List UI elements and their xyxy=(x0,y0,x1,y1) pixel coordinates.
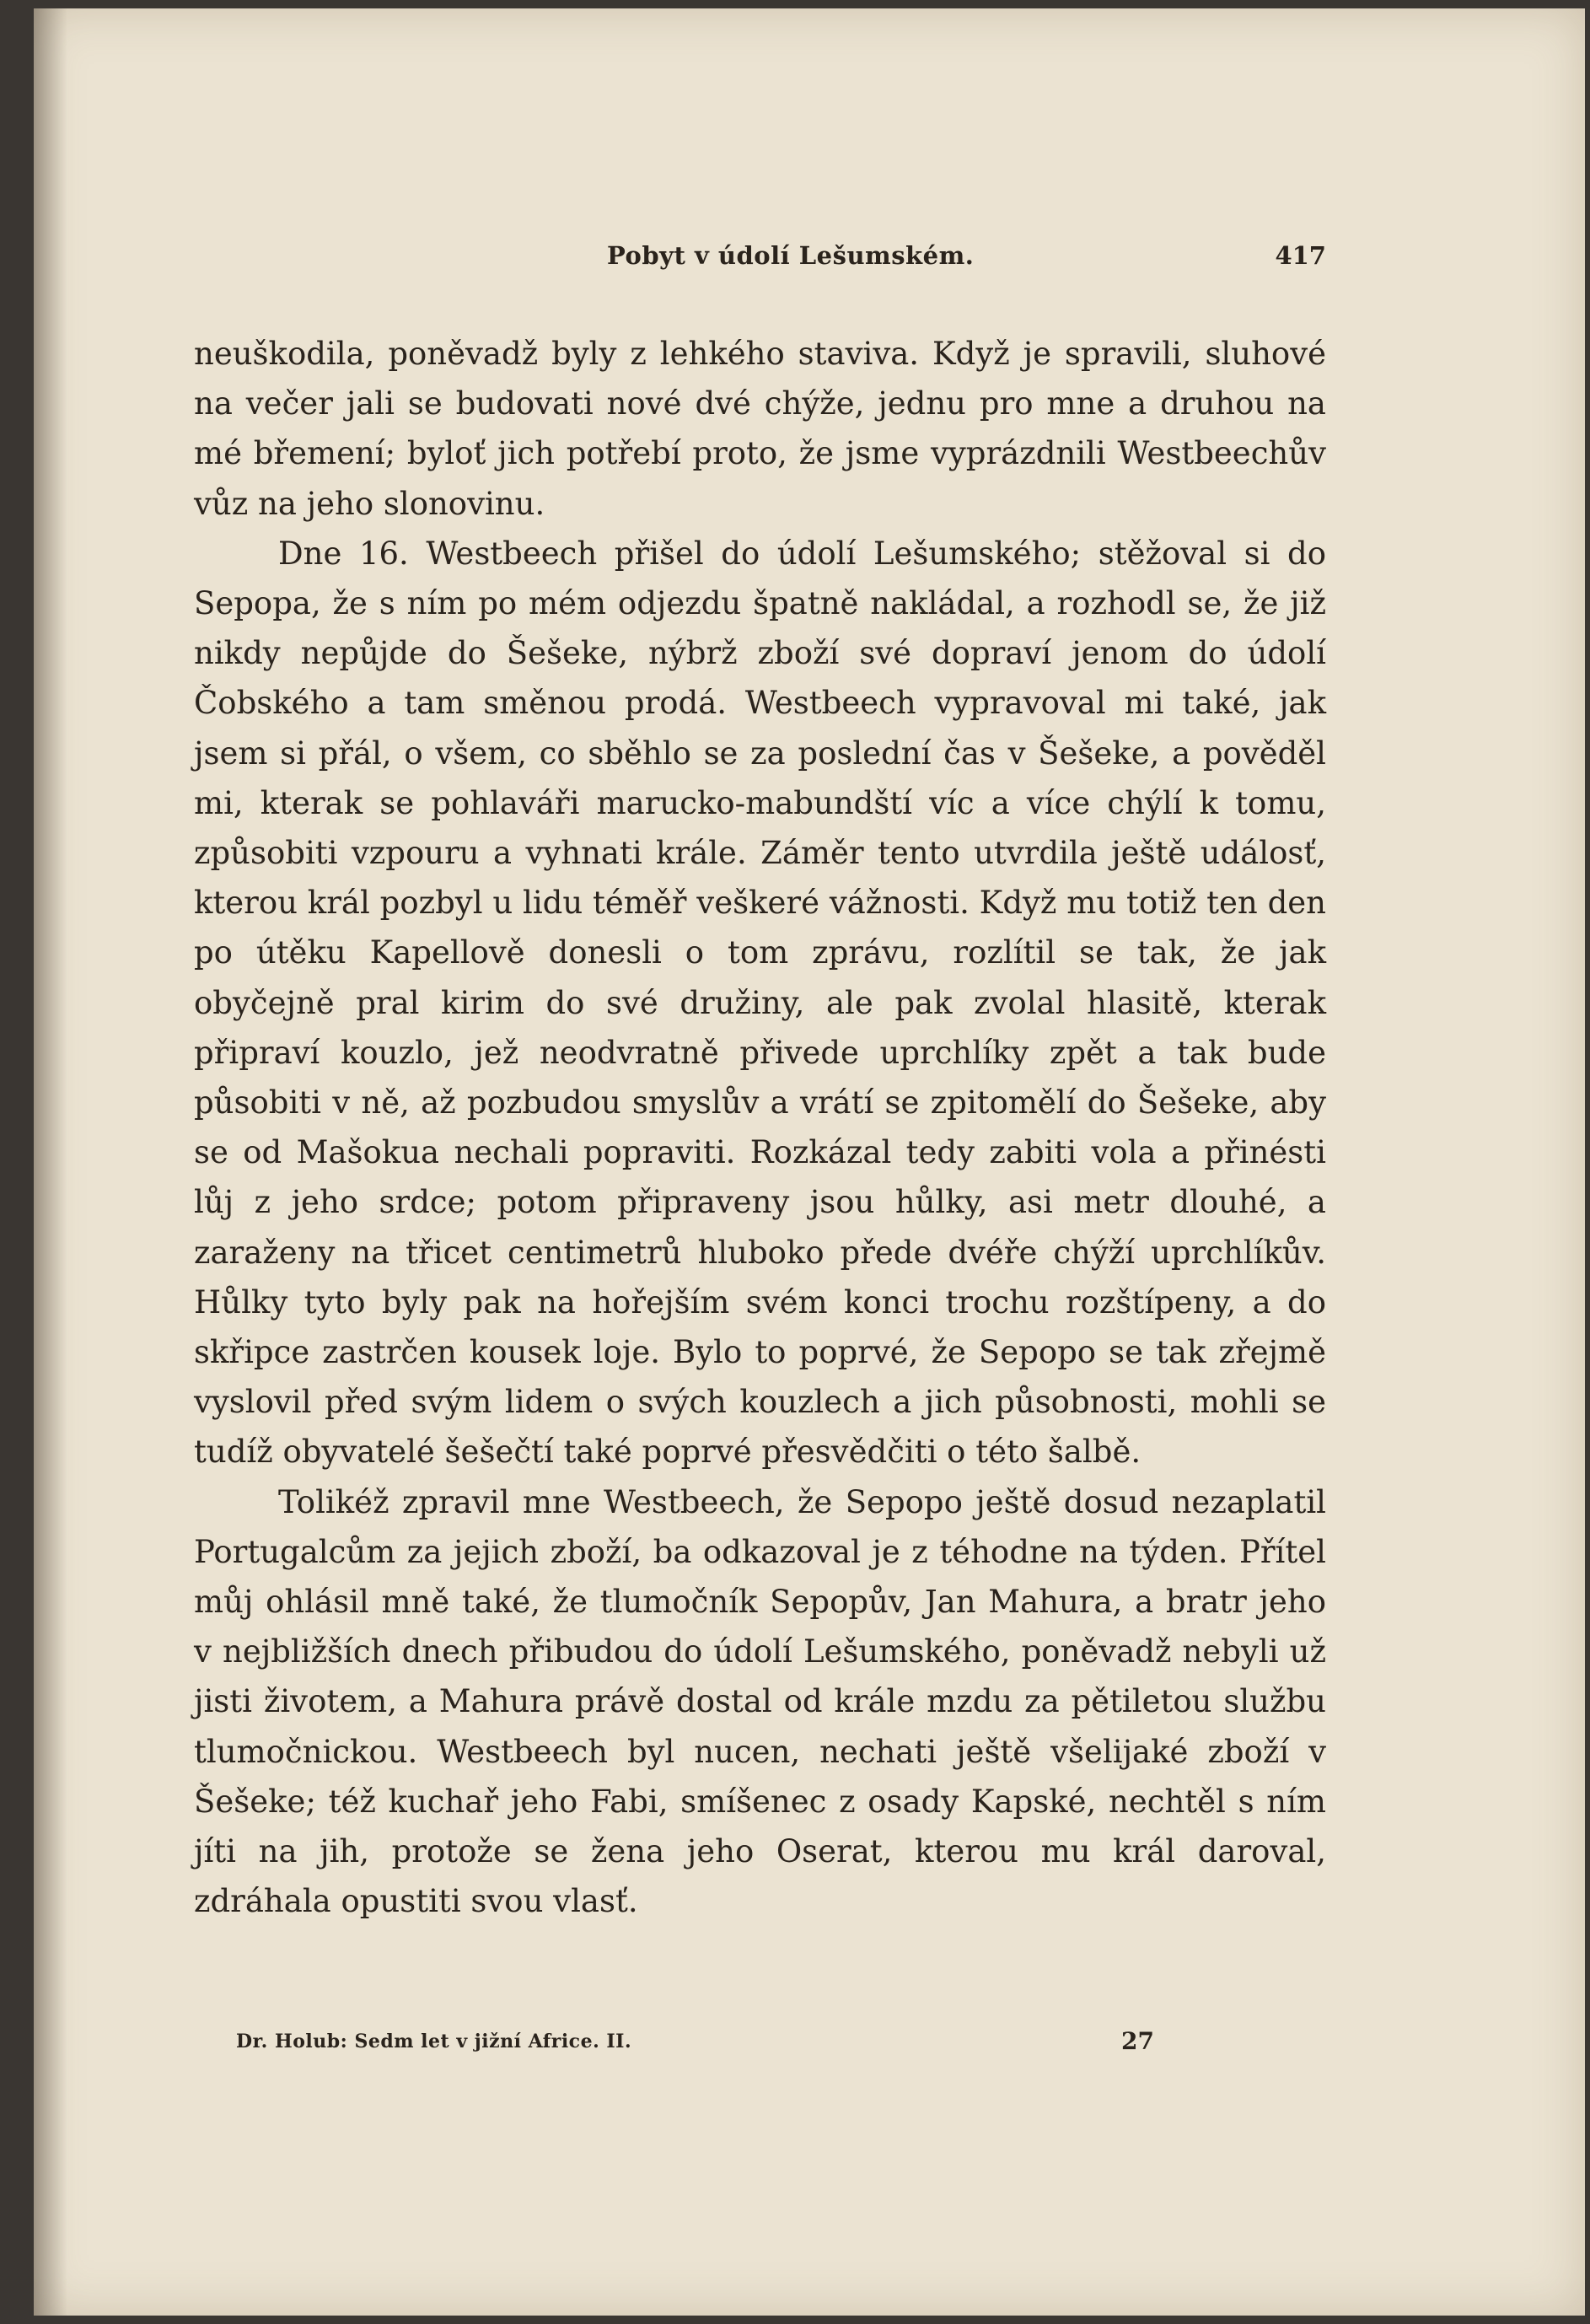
printer-signature: Dr. Holub: Sedm let v jižní Africe. II. xyxy=(236,2031,632,2052)
paragraph-2: Dne 16. Westbeech přišel do údolí Lešumského; stěžoval si do Sepopa, že s ním po mém odjezdu špatně nakládal, a rozhodl se, že již nikdy nepůjde do Šešeke, nýbrž zboží své dopraví jenom do údolí Čobského a tam směnou prodá. Westbeech vypravoval mi také, jak jsem si přál, o všem, co sběhlo se za poslední čas v Šešeke, a pověděl mi, kterak se pohlaváři marucko-mabundští víc a více chýlí k tomu, způsobiti vzpouru a vyhnati krále. Záměr tento utvrdila ještě událosť, kterou král pozbyl u lidu téměř veškeré vážnosti. Když mu totiž ten den po útěku Kapellově donesli o tom zprávu, rozlítil se tak, že jak obyčejně pral kirim do své družiny, ale pak zvolal hlasitě, kterak připraví kouzlo, jež neodvratně přivede uprchlíky zpět a tak bude působiti v ně, až pozbudou smyslův a vrátí se zpitomělí do Šešeke, aby se od Mašokua nechali popraviti. Rozkázal tedy zabiti vola a přinésti lůj z jeho srdce; potom připraveny jsou hůlky, asi metr dlouhé, a zaraženy na třicet centimetrů hluboko přede dvéře chýží uprchlíkův. Hůlky tyto byly pak na hořejším svém konci trochu rozštípeny, a do skřipce zastrčen kousek loje. Bylo to poprvé, že Sepopo se tak zřejmě vyslovil před svým lidem o svých kouzlech a jich působnosti, mohli se tudíž obyvatelé šešečtí také poprvé přesvědčiti o této šalbě. xyxy=(194,535,1326,1471)
spine-shadow xyxy=(34,8,67,2316)
page-footer xyxy=(236,2027,1180,2064)
body-text xyxy=(194,329,1326,1927)
signature-mark: 27 xyxy=(1121,2027,1154,2055)
running-head: Pobyt v údolí Lešumském. xyxy=(607,241,975,270)
paragraph-3: Tolikéž zpravil mne Westbeech, že Sepopo ještě dosud nezaplatil Portugalcům za jejich zboží, ba odkazoval je z téhodne na týden. Přítel můj ohlásil mně také, že tlumočník Sepopův, Jan Mahura, a bratr jeho v nejbližších dnech přibudou do údolí Lešumského, poněvadž nebyli už jisti životem, a Mahura právě dostal od krále mzdu za pětiletou službu tlumočnickou. Westbeech byl nucen, nechati ještě všelijaké zboží v Šešeke; též kuchař jeho Fabi, smíšenec z osady Kapské, nechtěl s ním jíti na jih, protože se žena jeho Oserat, kterou mu král daroval, zdráhala opustiti svou vlasť. xyxy=(194,1483,1326,1920)
book-page xyxy=(34,8,1585,2316)
page-header xyxy=(194,241,1326,283)
page-number: 417 xyxy=(1275,241,1326,270)
paragraph-1: neuškodila, poněvadž byly z lehkého staviva. Když je spravili, sluhové na večer jali se budovati nové dvé chýže, jednu pro mne a druhou na mé břemení; byloť jich potřebí proto, že jsme vyprázdnili Westbeechův vůz na jeho slonovinu. xyxy=(194,336,1326,522)
